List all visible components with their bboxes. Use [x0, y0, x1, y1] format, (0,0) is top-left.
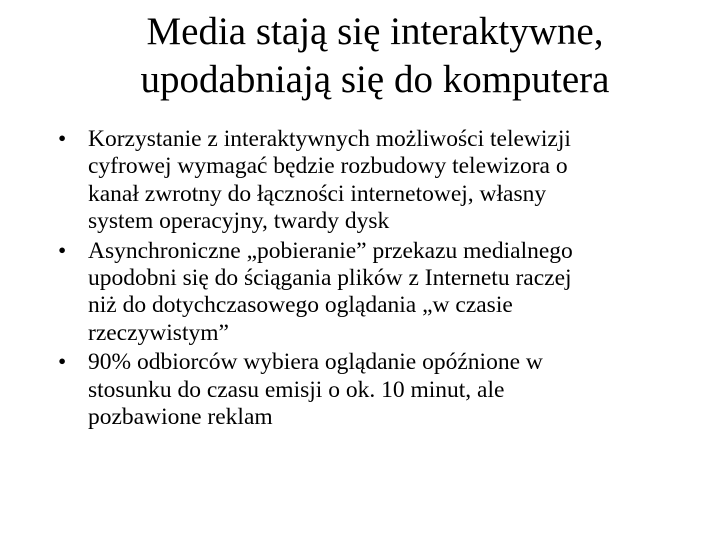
- bullet-1-line-1: Korzystanie z interaktywnych możliwości telewizji: [88, 126, 571, 152]
- bullet-2-line-1: Asynchroniczne „pobieranie” przekazu medialnego: [88, 237, 573, 264]
- bullet-item-1: [58, 126, 698, 236]
- slide-title-line-2: upodabniają się do komputera: [140, 58, 610, 101]
- bullet-2-line-2: upodobni się do ściągania plików z Internetu raczej: [88, 265, 572, 292]
- bullet-item-3: [58, 349, 698, 431]
- slide-title: [60, 8, 690, 104]
- bullet-2-line-3: niż do dotychczasowego oglądania „w czasie: [88, 292, 513, 319]
- bullet-3-line-3: pozbawione reklam: [88, 404, 273, 431]
- bullet-dot-icon: •: [58, 349, 67, 376]
- slide-title-line-1: Media stają się interaktywne,: [146, 10, 604, 53]
- bullet-dot-icon: •: [58, 126, 67, 152]
- bullet-1-line-2: cyfrowej wymagać będzie rozbudowy telewizora o: [88, 153, 568, 180]
- bullet-list: [58, 126, 698, 433]
- bullet-3-line-2: stosunku do czasu emisji o ok. 10 minut, ale: [88, 376, 505, 403]
- bullet-item-2: [58, 238, 698, 348]
- bullet-dot-icon: •: [58, 237, 67, 264]
- bullet-2-line-4: rzeczywistym”: [88, 319, 229, 346]
- bullet-1-line-3: kanał zwrotny do łączności internetowej, własny: [88, 180, 547, 207]
- bullet-1-line-4: system operacyjny, twardy dysk: [88, 208, 390, 235]
- bullet-3-line-1: 90% odbiorców wybiera oglądanie opóźnione w: [88, 349, 543, 376]
